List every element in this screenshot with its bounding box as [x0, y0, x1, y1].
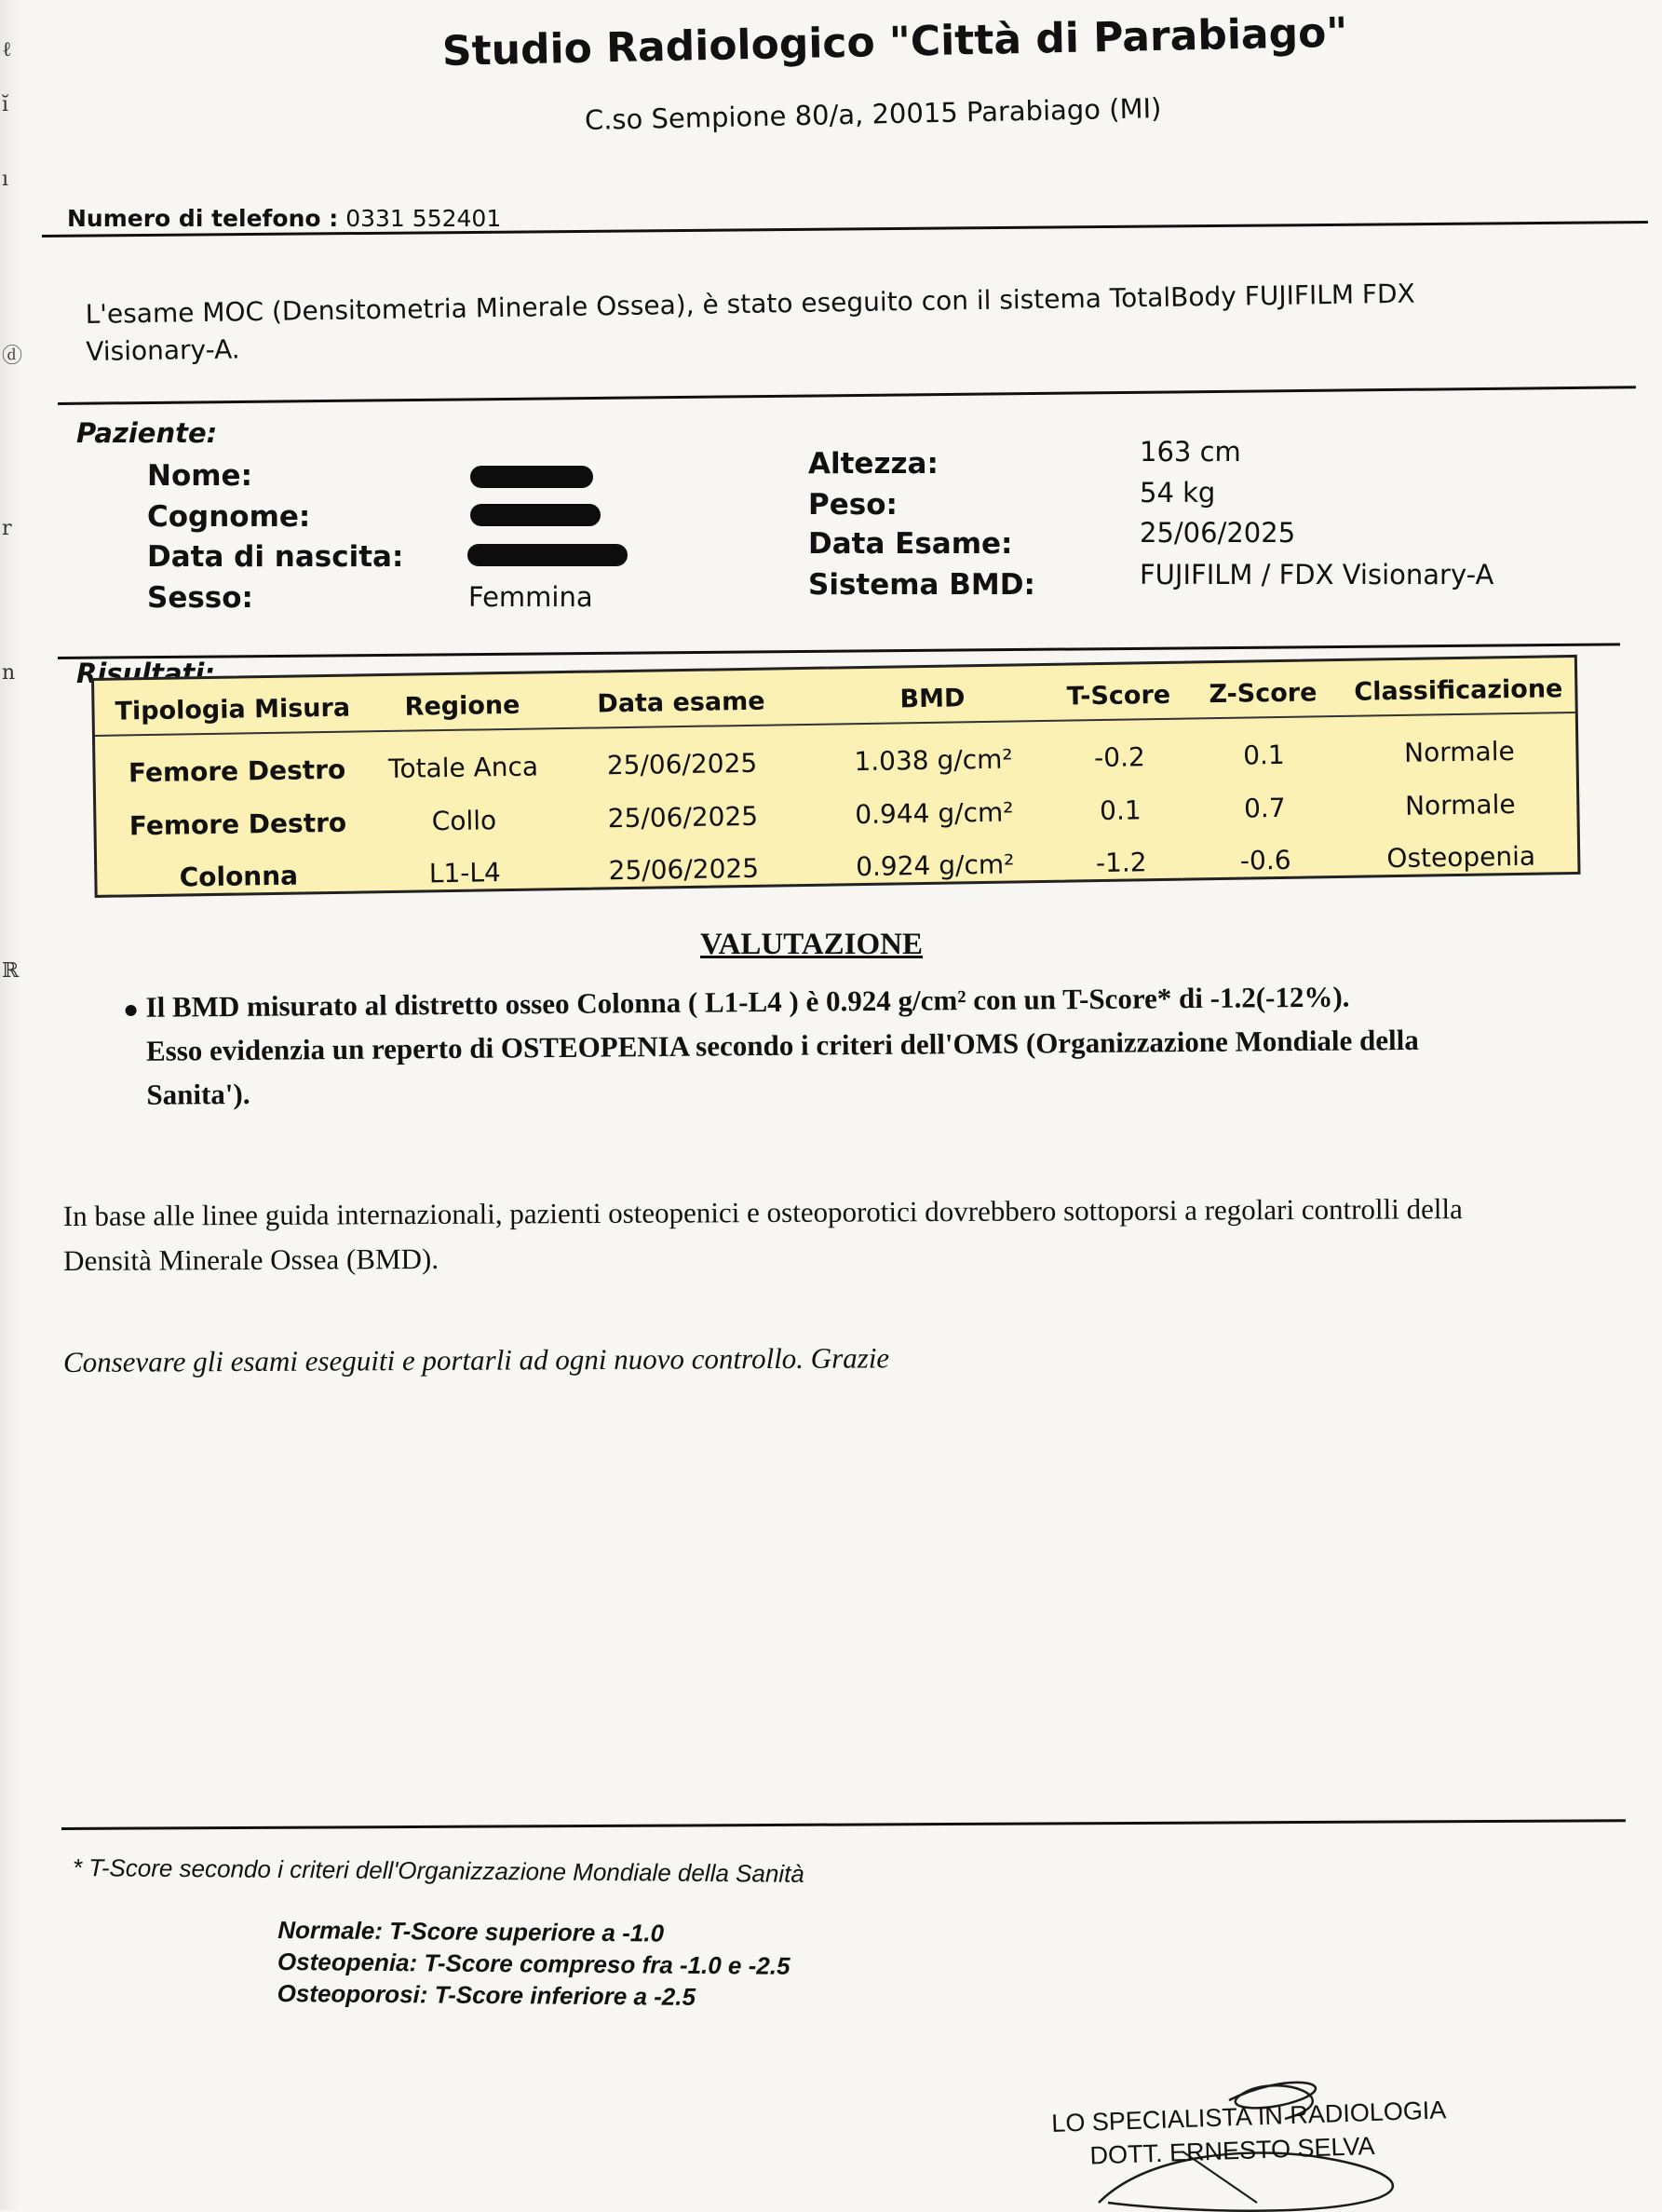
- data-nascita-redacted: [467, 544, 628, 570]
- table-cell: 25/06/2025: [608, 852, 760, 887]
- edge-fragment: ⓓ: [2, 345, 23, 368]
- evaluation-line-3: Sanita').: [146, 1077, 250, 1111]
- table-cell: 0.924 g/cm²: [855, 848, 1015, 883]
- criteria-normale: Normale: T-Score superiore a -1.0: [277, 1916, 665, 1947]
- stamp-line-2: DOTT. ERNESTO SELVA: [1089, 2131, 1376, 2170]
- intro-divider: [58, 386, 1636, 405]
- edge-fragment: ℓ: [2, 38, 12, 61]
- criteria-osteopenia: Osteopenia: T-Score compreso fra -1.0 e -2.5: [277, 1947, 790, 1980]
- keep-exams-note: Consevare gli esami eseguiti e portarli ad ogni nuovo controllo. Grazie: [62, 1341, 890, 1378]
- phone-value: 0331 552401: [345, 205, 502, 232]
- exam-intro: [85, 274, 1501, 371]
- evaluation-title: VALUTAZIONE: [700, 928, 924, 961]
- bullet-icon: [126, 1005, 137, 1016]
- table-cell: -0.2: [1093, 741, 1146, 774]
- data-esame-label: Data Esame:: [808, 527, 1013, 561]
- sistema-bmd-label: Sistema BMD:: [808, 568, 1035, 602]
- sesso-value: Femmina: [468, 581, 593, 613]
- col-header-bmd: BMD: [899, 684, 966, 714]
- nome-label: Nome:: [147, 459, 252, 493]
- clinic-address: C.so Sempione 80/a, 20015 Parabiago (MI): [584, 92, 1162, 136]
- table-cell: 25/06/2025: [607, 800, 759, 835]
- data-nascita-label: Data di nascita:: [147, 540, 404, 574]
- table-cell: 0.7: [1243, 792, 1286, 824]
- criteria-osteoporosi: Osteoporosi: T-Score inferiore a -2.5: [277, 1978, 696, 2011]
- col-header-tscore: T-Score: [1066, 680, 1171, 712]
- edge-fragment: ı: [2, 168, 9, 191]
- results-section-label: Risultati:: [76, 658, 215, 689]
- table-cell: Collo: [431, 805, 497, 837]
- table-cell: Colonna: [179, 860, 299, 893]
- data-esame-value: 25/06/2025: [1140, 517, 1296, 549]
- peso-value: 54 kg: [1140, 477, 1216, 509]
- table-cell: 0.1: [1242, 739, 1285, 771]
- clinic-title: Studio Radiologico "Città di Parabiago": [441, 8, 1348, 75]
- intro-line-1: L'esame MOC (Densitometria Minerale Ossea), è stato eseguito con il sistema TotalBody FUJIFILM FDX: [85, 278, 1415, 331]
- table-cell: Osteopenia: [1386, 840, 1536, 875]
- cognome-label: Cognome:: [147, 500, 311, 534]
- table-cell: L1-L4: [428, 857, 502, 889]
- evaluation-line-1: Il BMD misurato al distretto osseo Colonna ( L1-L4 ) è 0.924 g/cm² con un T-Score* di -1.2(-12%).: [125, 972, 1577, 1029]
- table-cell: 25/06/2025: [606, 747, 758, 781]
- guidelines-paragraph: [63, 1186, 1590, 1283]
- sistema-bmd-value: FUJIFILM / FDX Visionary-A: [1140, 559, 1494, 590]
- altezza-label: Altezza:: [808, 447, 939, 481]
- sesso-label: Sesso:: [147, 581, 253, 615]
- col-header-zscore: Z-Score: [1209, 678, 1317, 710]
- guidelines-line-1: In base alle linee guida internazionali, pazienti osteopenici e osteoporotici dovrebbero sottoporsi a regolari controlli della: [62, 1192, 1463, 1233]
- edge-fragment: r: [2, 517, 12, 540]
- table-cell: Femore Destro: [128, 807, 347, 842]
- phone-label: Numero di telefono :: [67, 205, 339, 232]
- table-cell: -1.2: [1095, 847, 1147, 879]
- table-cell: 0.944 g/cm²: [855, 796, 1014, 831]
- cognome-redacted: [470, 504, 601, 530]
- stamp-line-1: LO SPECIALISTA IN RADIOLOGIA: [1050, 2096, 1447, 2138]
- scan-edge: [0, 0, 23, 2210]
- edge-fragment: ĭ: [2, 93, 9, 116]
- doctor-stamp: [1051, 2093, 1448, 2174]
- evaluation-text: [125, 972, 1578, 1117]
- table-cell: 0.1: [1099, 794, 1142, 827]
- col-header-regione: Regione: [404, 690, 520, 722]
- col-header-tipologia: Tipologia Misura: [115, 693, 351, 726]
- altezza-value: 163 cm: [1140, 436, 1241, 468]
- edge-fragment: n: [2, 661, 16, 685]
- col-header-data: Data esame: [597, 686, 765, 719]
- evaluation-line-2: Esso evidenzia un reperto di OSTEOPENIA secondo i criteri dell'OMS (Organizzazione Mondiale della: [145, 1023, 1419, 1067]
- table-cell: Normale: [1403, 736, 1515, 768]
- phone-line: [67, 205, 501, 232]
- peso-label: Peso:: [808, 488, 898, 522]
- nome-redacted: [470, 466, 593, 492]
- table-cell: -0.6: [1239, 844, 1291, 876]
- tscore-criteria: [277, 1914, 790, 2014]
- guidelines-line-2: Densità Minerale Ossea (BMD).: [63, 1242, 439, 1277]
- results-table: [91, 655, 1581, 898]
- col-header-classificazione: Classificazione: [1354, 674, 1563, 707]
- edge-fragment: ℝ: [2, 959, 20, 983]
- footer-divider: [61, 1819, 1626, 1830]
- table-cell: Normale: [1404, 788, 1516, 821]
- table-cell: 1.038 g/cm²: [854, 743, 1013, 778]
- table-cell: Femore Destro: [128, 753, 346, 789]
- patient-section-label: Paziente:: [76, 417, 218, 449]
- table-cell: Totale Anca: [387, 751, 539, 784]
- tscore-footnote: * T-Score secondo i criteri dell'Organizzazione Mondiale della Sanità: [72, 1853, 804, 1888]
- intro-line-2: Visionary-A.: [86, 333, 240, 367]
